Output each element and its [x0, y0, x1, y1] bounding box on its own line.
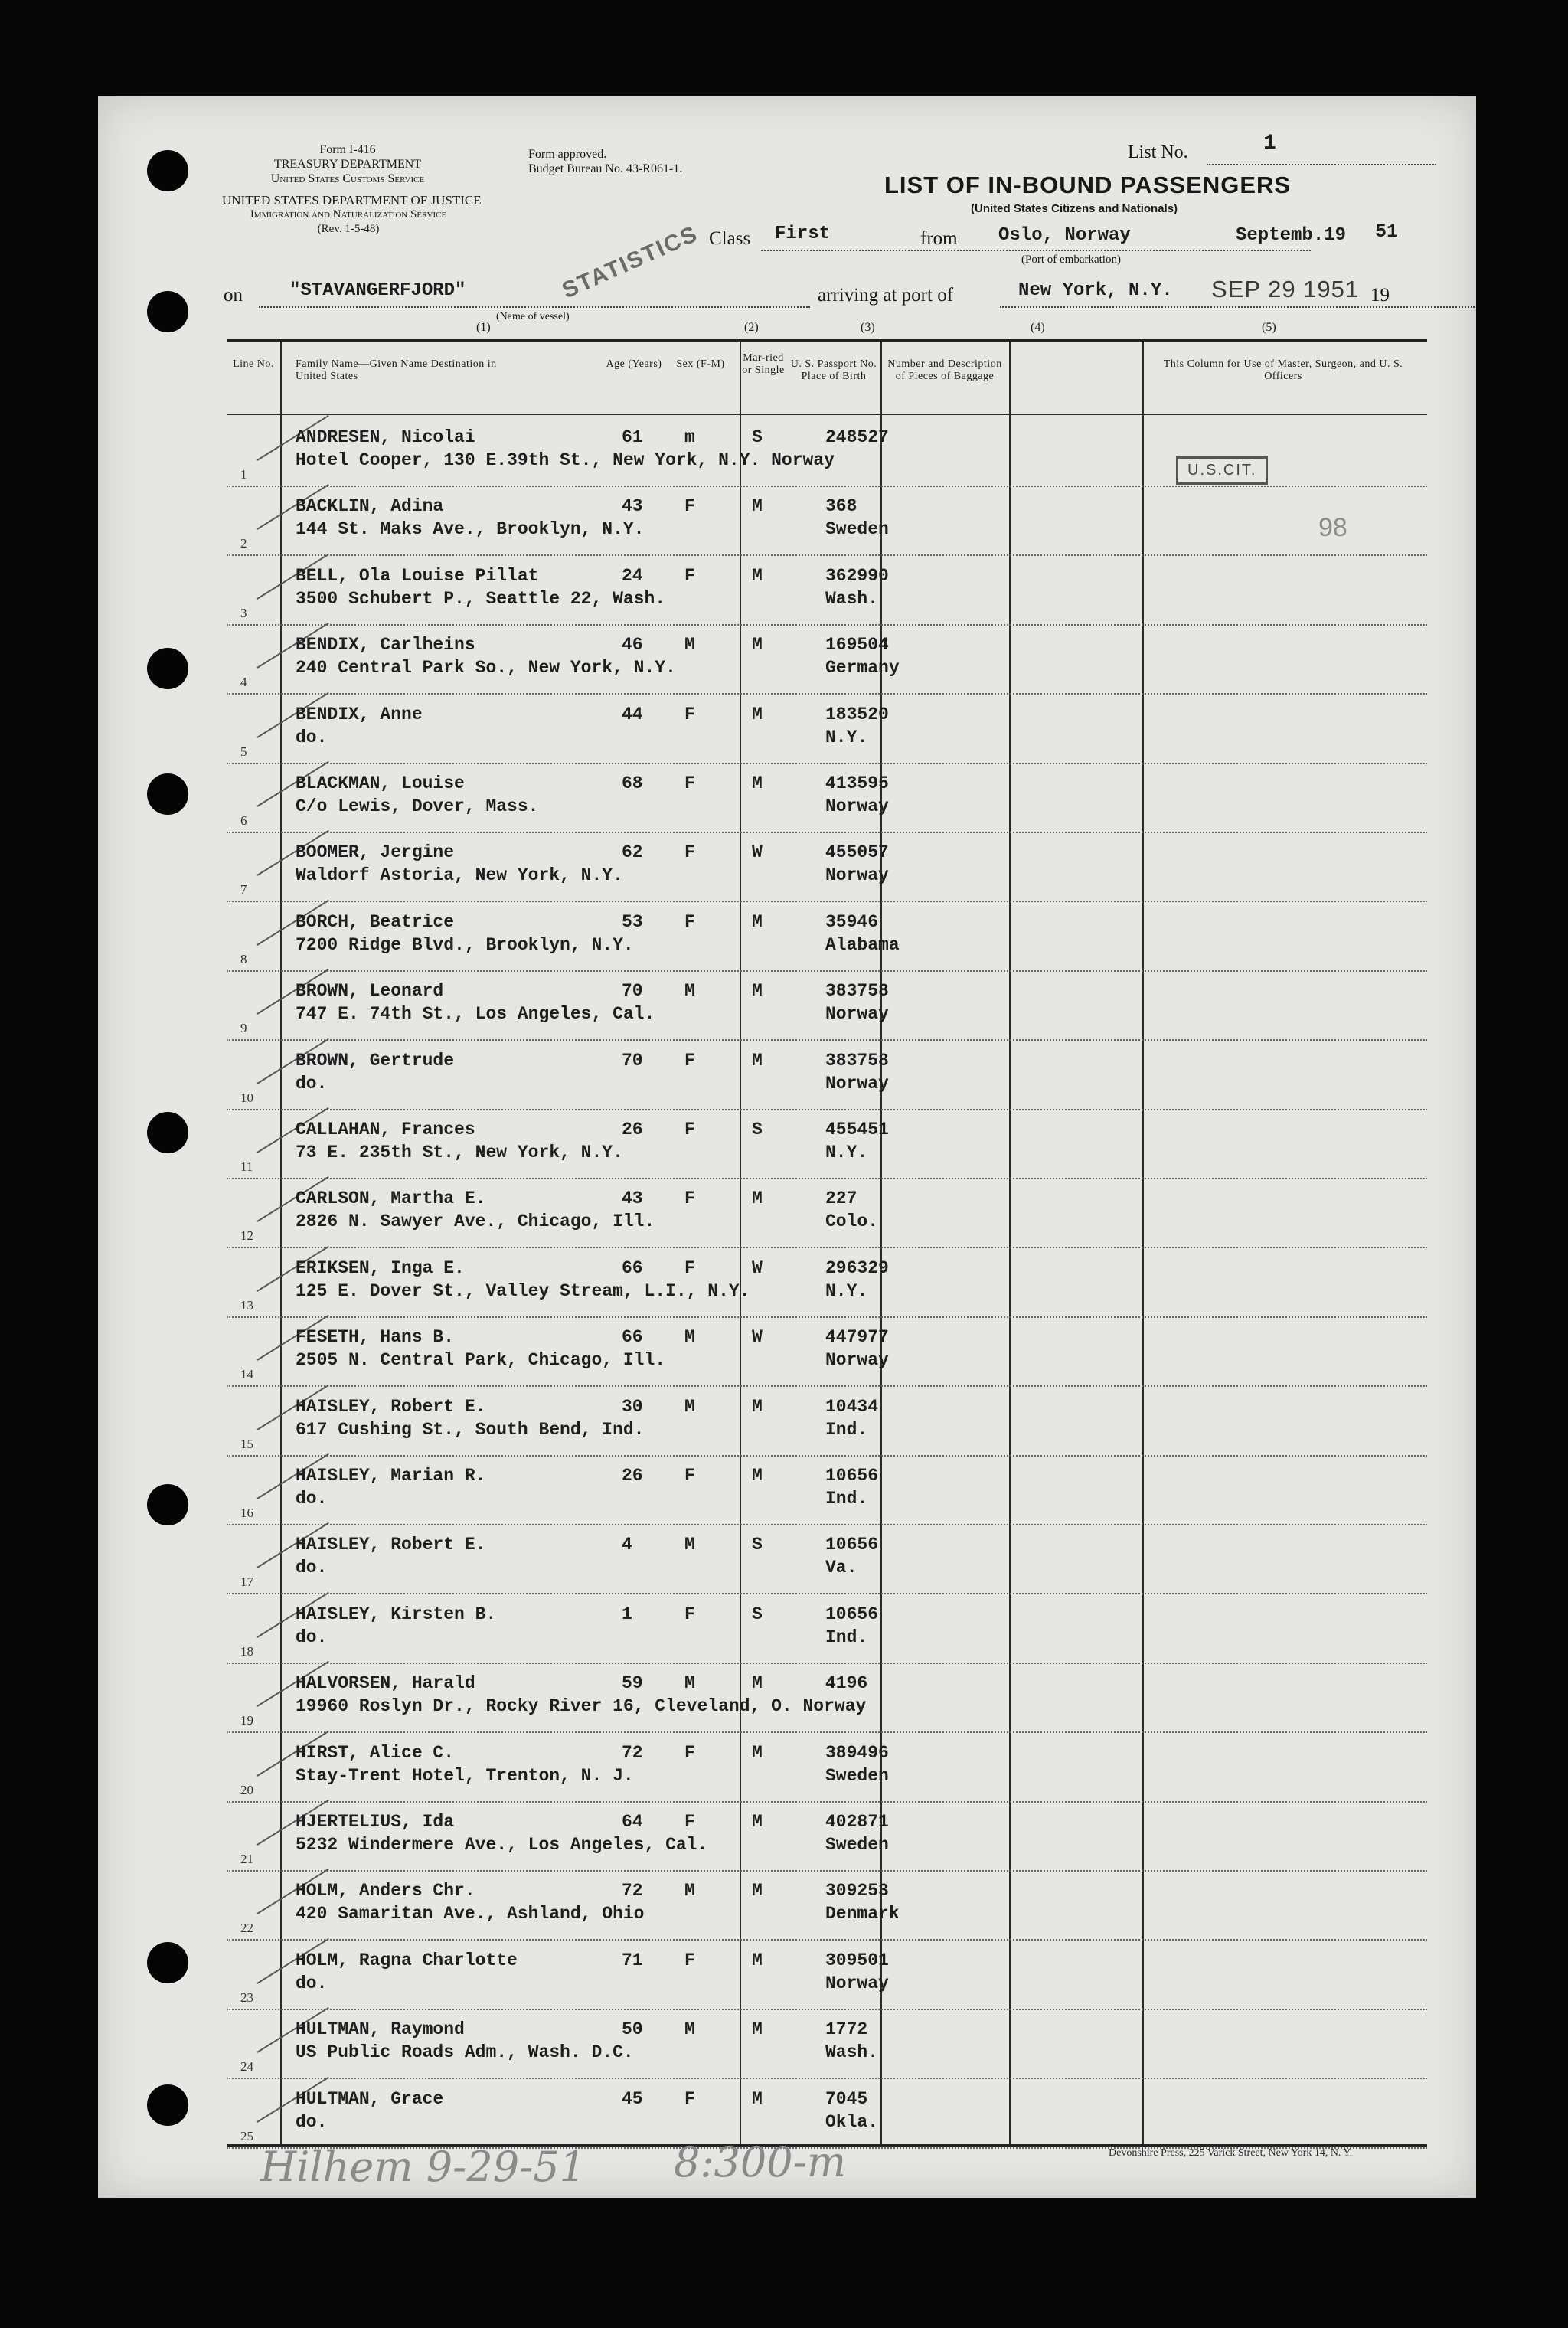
passenger-marital-status: M [752, 2088, 763, 2109]
passenger-name: BELL, Ola Louise Pillat [296, 565, 539, 586]
passenger-name: HAISLEY, Robert E. [296, 1396, 486, 1417]
table-row [227, 1524, 1427, 1594]
line-number: 2 [240, 536, 247, 551]
passenger-destination: 144 St. Maks Ave., Brooklyn, N.Y. [296, 519, 645, 540]
place-of-birth: Sweden [825, 1765, 889, 1786]
punch-hole [147, 2084, 188, 2126]
line-number: 23 [240, 1990, 253, 2005]
passenger-marital-status: M [752, 1881, 763, 1901]
place-of-birth: Ind. [825, 1419, 868, 1440]
passenger-sex: F [684, 911, 695, 932]
line-number: 7 [240, 882, 247, 898]
passenger-marital-status: M [752, 1050, 763, 1071]
place-of-birth: N.Y. [825, 1280, 868, 1301]
class-label: Class [709, 228, 751, 249]
passenger-sex: F [684, 1189, 695, 1209]
passenger-age: 50 [622, 2019, 643, 2040]
passport-number: 10656 [825, 1535, 879, 1555]
vessel-note: (Name of vessel) [496, 311, 570, 322]
passenger-destination: do. [296, 2111, 328, 2132]
place-of-birth: Denmark [825, 1904, 900, 1924]
passport-number: 383758 [825, 981, 889, 1002]
line-number: 12 [240, 1228, 253, 1244]
passenger-destination: do. [296, 1073, 328, 1094]
table-row [227, 1870, 1427, 1941]
passenger-marital-status: M [752, 1812, 763, 1832]
passport-number: 227 [825, 1189, 858, 1209]
place-of-birth: Wash. [825, 588, 879, 609]
count-98: 98 [1318, 513, 1348, 542]
table-row [227, 1109, 1427, 1179]
line-number: 24 [240, 2059, 253, 2075]
passenger-destination: C/o Lewis, Dover, Mass. [296, 796, 539, 816]
passenger-age: 43 [622, 496, 643, 517]
printer-imprint: Devonshire Press, 225 Varick Street, New York 14, N. Y. [1109, 2147, 1353, 2159]
punch-hole [147, 291, 188, 332]
line-number: 14 [240, 1367, 253, 1382]
passenger-name: HOLM, Ragna Charlotte [296, 1950, 518, 1970]
place-of-birth: Norway [825, 1350, 889, 1371]
passenger-name: HOLM, Anders Chr. [296, 1881, 475, 1901]
header-sex: Sex (F-M) [676, 358, 725, 370]
passenger-destination: US Public Roads Adm., Wash. D.C. [296, 2042, 634, 2063]
passenger-table [227, 339, 1427, 2147]
line-number: 16 [240, 1506, 253, 1520]
passenger-destination: do. [296, 1558, 328, 1578]
passenger-age: 64 [622, 1812, 643, 1832]
place-of-birth: Germany [825, 658, 900, 678]
form-title: LIST OF IN-BOUND PASSENGERS [884, 172, 1292, 198]
port-of-embarkation: Oslo, Norway [998, 225, 1131, 246]
line-number: 1 [240, 467, 247, 482]
place-of-birth: Ind. [825, 1489, 868, 1509]
passenger-sex: M [684, 1396, 695, 1417]
place-of-birth: Sweden [825, 1835, 889, 1855]
passenger-age: 24 [622, 565, 643, 586]
form-revision: (Rev. 1-5-48) [317, 223, 380, 235]
line-number: 4 [240, 675, 247, 690]
passenger-marital-status: M [752, 635, 763, 656]
table-row [227, 1594, 1427, 1664]
place-of-birth: Norway [825, 796, 889, 816]
place-of-birth: Colo. [825, 1211, 879, 1232]
place-of-birth: Ind. [825, 1627, 868, 1647]
passenger-name: HJERTELIUS, Ida [296, 1812, 455, 1832]
passport-number: 413595 [825, 773, 889, 793]
place-of-birth: Norway [825, 865, 889, 886]
budget-bureau: Budget Bureau No. 43-R061-1. [528, 162, 683, 175]
us-citizen-stamp: U.S.CIT. [1176, 456, 1268, 485]
table-row [227, 486, 1427, 556]
passenger-age: 68 [622, 773, 643, 793]
header-line-no: Line No. [233, 358, 274, 370]
departure-year: 51 [1375, 221, 1399, 243]
passenger-marital-status: W [752, 1327, 763, 1348]
passenger-sex: M [684, 1327, 695, 1348]
passenger-name: BACKLIN, Adina [296, 496, 444, 517]
passenger-sex: F [684, 1257, 695, 1278]
line-number: 5 [240, 744, 247, 759]
place-of-birth: Okla. [825, 2111, 879, 2132]
line-number: 9 [240, 1021, 247, 1036]
passenger-sex: M [684, 1881, 695, 1901]
table-row [227, 1247, 1427, 1318]
passenger-age: 72 [622, 1742, 643, 1763]
passenger-destination: do. [296, 1627, 328, 1647]
list-number-label: List No. [1128, 142, 1188, 162]
arriving-label: arriving at port of [818, 285, 954, 306]
header-married: Mar-ried or Single [742, 352, 785, 376]
place-of-birth: Alabama [825, 934, 900, 955]
arrival-port: New York, N.Y. [1018, 280, 1173, 301]
passenger-name: HULTMAN, Raymond [296, 2019, 465, 2040]
passenger-name: BENDIX, Carlheins [296, 635, 475, 656]
line-number: 11 [240, 1159, 253, 1174]
arrival-year-suffix: 19 [1370, 285, 1390, 306]
passenger-marital-status: W [752, 842, 763, 863]
passenger-destination: 73 E. 235th St., New York, N.Y. [296, 1143, 623, 1162]
passenger-destination: 19960 Roslyn Dr., Rocky River 16, Cleveland, O. Norway [296, 1696, 867, 1717]
punch-hole [147, 648, 188, 689]
passenger-name: BROWN, Gertrude [296, 1050, 455, 1071]
col-number: (2) [744, 321, 759, 334]
passenger-sex: F [684, 2088, 695, 2109]
punch-hole [147, 1484, 188, 1525]
line-number: 10 [240, 1090, 253, 1105]
passenger-destination: 2826 N. Sawyer Ave., Chicago, Ill. [296, 1211, 655, 1232]
passenger-marital-status: S [752, 1120, 763, 1139]
passport-number: 368 [825, 496, 858, 517]
justice-dept: UNITED STATES DEPARTMENT OF JUSTICE [222, 193, 482, 208]
form-number: Form I-416 [319, 143, 376, 156]
passenger-destination: 617 Cushing St., South Bend, Ind. [296, 1419, 645, 1440]
passenger-name: BORCH, Beatrice [296, 911, 455, 932]
passenger-destination: 125 E. Dover St., Valley Stream, L.I., N.Y. [296, 1280, 750, 1301]
passenger-name: HALVORSEN, Harald [296, 1673, 475, 1694]
passenger-name: CALLAHAN, Frances [296, 1120, 475, 1139]
passport-number: 389496 [825, 1742, 889, 1763]
place-of-birth: Norway [825, 1004, 889, 1025]
passenger-marital-status: S [752, 1535, 763, 1555]
passenger-sex: M [684, 635, 695, 656]
passport-number: 10656 [825, 1466, 879, 1486]
departure-date: Septemb.19 [1236, 225, 1347, 246]
passenger-marital-status: S [752, 427, 763, 447]
passenger-marital-status: M [752, 1950, 763, 1970]
line-number: 17 [240, 1574, 253, 1590]
table-row [227, 1316, 1427, 1387]
passport-number: 169504 [825, 635, 889, 656]
passenger-name: FESETH, Hans B. [296, 1327, 455, 1348]
passenger-age: 1 [622, 1604, 632, 1624]
passenger-sex: F [684, 842, 695, 863]
table-row [227, 1178, 1427, 1248]
ins-service: Immigration and Naturalization Service [250, 208, 447, 221]
passport-number: 10656 [825, 1604, 879, 1624]
arrival-date-stamp: SEP 29 1951 [1211, 276, 1360, 302]
from-label: from [920, 228, 958, 249]
passenger-sex: F [684, 704, 695, 724]
class-value: First [775, 224, 831, 244]
passport-number: 35946 [825, 911, 879, 932]
passport-number: 402871 [825, 1812, 889, 1832]
statistics-stamp: STATISTICS [558, 221, 702, 304]
form-approved: Form approved. [528, 148, 607, 161]
table-row [227, 832, 1427, 902]
passport-number: 7045 [825, 2088, 868, 2109]
col-number: (5) [1262, 321, 1276, 334]
passenger-age: 70 [622, 1050, 643, 1071]
passenger-marital-status: M [752, 1396, 763, 1417]
passenger-marital-status: M [752, 1742, 763, 1763]
passenger-destination: Waldorf Astoria, New York, N.Y. [296, 865, 623, 886]
passenger-age: 59 [622, 1673, 643, 1694]
line-number: 22 [240, 1921, 253, 1936]
passport-number: 1772 [825, 2019, 868, 2040]
passenger-sex: F [684, 496, 695, 517]
passenger-name: CARLSON, Martha E. [296, 1189, 486, 1209]
line-number: 20 [240, 1782, 253, 1797]
passport-number: 447977 [825, 1327, 889, 1348]
table-row [227, 555, 1427, 626]
passenger-sex: F [684, 1812, 695, 1832]
passenger-destination: Stay-Trent Hotel, Trenton, N. J. [296, 1765, 634, 1786]
passenger-age: 43 [622, 1189, 643, 1209]
passenger-destination: 7200 Ridge Blvd., Brooklyn, N.Y. [296, 934, 634, 955]
passenger-marital-status: M [752, 773, 763, 793]
header-age: Age (Years) [606, 358, 662, 370]
line-number: 13 [240, 1297, 253, 1313]
passenger-age: 61 [622, 427, 643, 447]
line-number: 3 [240, 605, 247, 620]
table-row [227, 1940, 1427, 2010]
passenger-name: BENDIX, Anne [296, 704, 423, 724]
passenger-sex: M [684, 1673, 695, 1694]
table-row [227, 1455, 1427, 1525]
passenger-name: HAISLEY, Marian R. [296, 1466, 486, 1486]
place-of-birth: N.Y. [825, 1143, 868, 1162]
place-of-birth: Wash. [825, 2042, 879, 2063]
passenger-destination: do. [296, 727, 328, 747]
passenger-sex: F [684, 1604, 695, 1624]
passenger-marital-status: M [752, 565, 763, 586]
place-of-birth: Sweden [825, 519, 889, 540]
punch-hole [147, 150, 188, 191]
header-name: Family Name—Given Name Destination in United States [296, 358, 497, 382]
passport-number: 248527 [825, 427, 889, 447]
passenger-destination: 3500 Schubert P., Seattle 22, Wash. [296, 588, 666, 609]
passenger-marital-status: M [752, 1189, 763, 1209]
passenger-destination: do. [296, 1489, 328, 1509]
list-number-value: 1 [1263, 132, 1276, 155]
col-number: (1) [476, 321, 491, 334]
customs-service: United States Customs Service [270, 172, 425, 185]
place-of-birth: Norway [825, 1973, 889, 1993]
treasury-dept: TREASURY DEPARTMENT [273, 158, 422, 171]
passenger-age: 70 [622, 981, 643, 1002]
table-row [227, 763, 1427, 833]
table-row [227, 1040, 1427, 1110]
line-number: 18 [240, 1643, 253, 1659]
passenger-age: 71 [622, 1950, 643, 1970]
passenger-name: BOOMER, Jergine [296, 842, 455, 863]
passenger-sex: F [684, 1466, 695, 1486]
table-row [227, 1801, 1427, 1872]
punch-hole [147, 1112, 188, 1153]
passenger-sex: F [684, 1950, 695, 1970]
handwritten-inspector-note: Hilhem 9-29-51 [260, 2143, 586, 2191]
passport-number: 362990 [825, 565, 889, 586]
passenger-sex: F [684, 1050, 695, 1071]
passenger-sex: F [684, 565, 695, 586]
on-label: on [224, 285, 243, 306]
line-number: 8 [240, 951, 247, 966]
passenger-marital-status: M [752, 1673, 763, 1694]
col-number: (3) [861, 321, 875, 334]
passenger-age: 53 [622, 911, 643, 932]
passenger-sex: F [684, 1742, 695, 1763]
header-officers: This Column for Use of Master, Surgeon, and U. S. Officers [1163, 358, 1403, 382]
passenger-age: 44 [622, 704, 643, 724]
passenger-age: 26 [622, 1466, 643, 1486]
justice-block [222, 193, 482, 237]
passenger-destination: 747 E. 74th St., Los Angeles, Cal. [296, 1004, 655, 1025]
place-of-birth: Va. [825, 1558, 858, 1578]
passenger-name: HIRST, Alice C. [296, 1742, 455, 1763]
passenger-age: 72 [622, 1881, 643, 1901]
passenger-marital-status: W [752, 1257, 763, 1278]
table-row [227, 901, 1427, 972]
passport-number: 309253 [825, 1881, 889, 1901]
passport-number: 10434 [825, 1396, 879, 1417]
passenger-sex: F [684, 773, 695, 793]
passenger-age: 30 [622, 1396, 643, 1417]
passenger-age: 66 [622, 1257, 643, 1278]
passenger-marital-status: M [752, 1466, 763, 1486]
passenger-name: ERIKSEN, Inga E. [296, 1257, 465, 1278]
passenger-destination: do. [296, 1973, 328, 1993]
table-row [227, 1386, 1427, 1457]
line-number: 21 [240, 1852, 253, 1866]
passenger-name: BROWN, Leonard [296, 981, 444, 1002]
passport-number: 296329 [825, 1257, 889, 1278]
passport-number: 455057 [825, 842, 889, 863]
table-row [227, 1663, 1427, 1733]
passenger-marital-status: M [752, 496, 763, 517]
place-of-birth: N.Y. [825, 727, 868, 747]
passenger-name: HULTMAN, Grace [296, 2088, 444, 2109]
form-subtitle: (United States Citizens and Nationals) [971, 202, 1178, 215]
passenger-name: ANDRESEN, Nicolai [296, 427, 475, 447]
passenger-marital-status: M [752, 2019, 763, 2040]
passenger-marital-status: S [752, 1604, 763, 1624]
passenger-marital-status: M [752, 911, 763, 932]
passport-number: 309501 [825, 1950, 889, 1970]
punch-hole [147, 1942, 188, 1983]
table-row [227, 624, 1427, 695]
passenger-name: HAISLEY, Kirsten B. [296, 1604, 497, 1624]
table-row [227, 970, 1427, 1041]
passenger-destination: Hotel Cooper, 130 E.39th St., New York, N.Y. Norway [296, 450, 835, 470]
port-note: (Port of embarkation) [1021, 253, 1121, 266]
header-passport: U. S. Passport No. Place of Birth [790, 358, 877, 382]
handwritten-time-note: 8:300-m [674, 2138, 847, 2186]
passenger-destination: 420 Samaritan Ave., Ashland, Ohio [296, 1904, 645, 1924]
passenger-name: HAISLEY, Robert E. [296, 1535, 486, 1555]
passenger-destination: 5232 Windermere Ave., Los Angeles, Cal. [296, 1835, 708, 1855]
form-block [225, 142, 470, 186]
line-number: 25 [240, 2128, 253, 2143]
passenger-age: 46 [622, 635, 643, 656]
table-row [227, 1732, 1427, 1803]
vessel-name: "STAVANGERFJORD" [289, 280, 466, 301]
passport-number: 183520 [825, 704, 889, 724]
passenger-age: 4 [622, 1535, 632, 1555]
passenger-sex: m [684, 427, 695, 447]
place-of-birth: Norway [825, 1073, 889, 1094]
passenger-age: 26 [622, 1120, 643, 1139]
passenger-age: 62 [622, 842, 643, 863]
passenger-age: 66 [622, 1327, 643, 1348]
passenger-destination: 2505 N. Central Park, Chicago, Ill. [296, 1350, 666, 1371]
line-number: 15 [240, 1436, 253, 1451]
col-number: (4) [1031, 321, 1045, 334]
approval-block [528, 147, 682, 176]
line-number: 6 [240, 813, 247, 828]
passenger-sex: M [684, 1535, 695, 1555]
passenger-marital-status: M [752, 704, 763, 724]
passenger-name: BLACKMAN, Louise [296, 773, 465, 793]
passenger-age: 45 [622, 2088, 643, 2109]
passport-number: 383758 [825, 1050, 889, 1071]
passenger-marital-status: M [752, 981, 763, 1002]
punch-hole [147, 773, 188, 815]
passenger-destination: 240 Central Park So., New York, N.Y. [296, 658, 676, 678]
passport-number: 455451 [825, 1120, 889, 1139]
header-baggage: Number and Description of Pieces of Baggage [887, 358, 1002, 382]
passenger-sex: F [684, 1120, 695, 1139]
table-row [227, 2009, 1427, 2079]
passenger-sex: M [684, 981, 695, 1002]
table-row [227, 694, 1427, 764]
passenger-sex: M [684, 2019, 695, 2040]
line-number: 19 [240, 1713, 253, 1728]
passport-number: 4196 [825, 1673, 868, 1694]
